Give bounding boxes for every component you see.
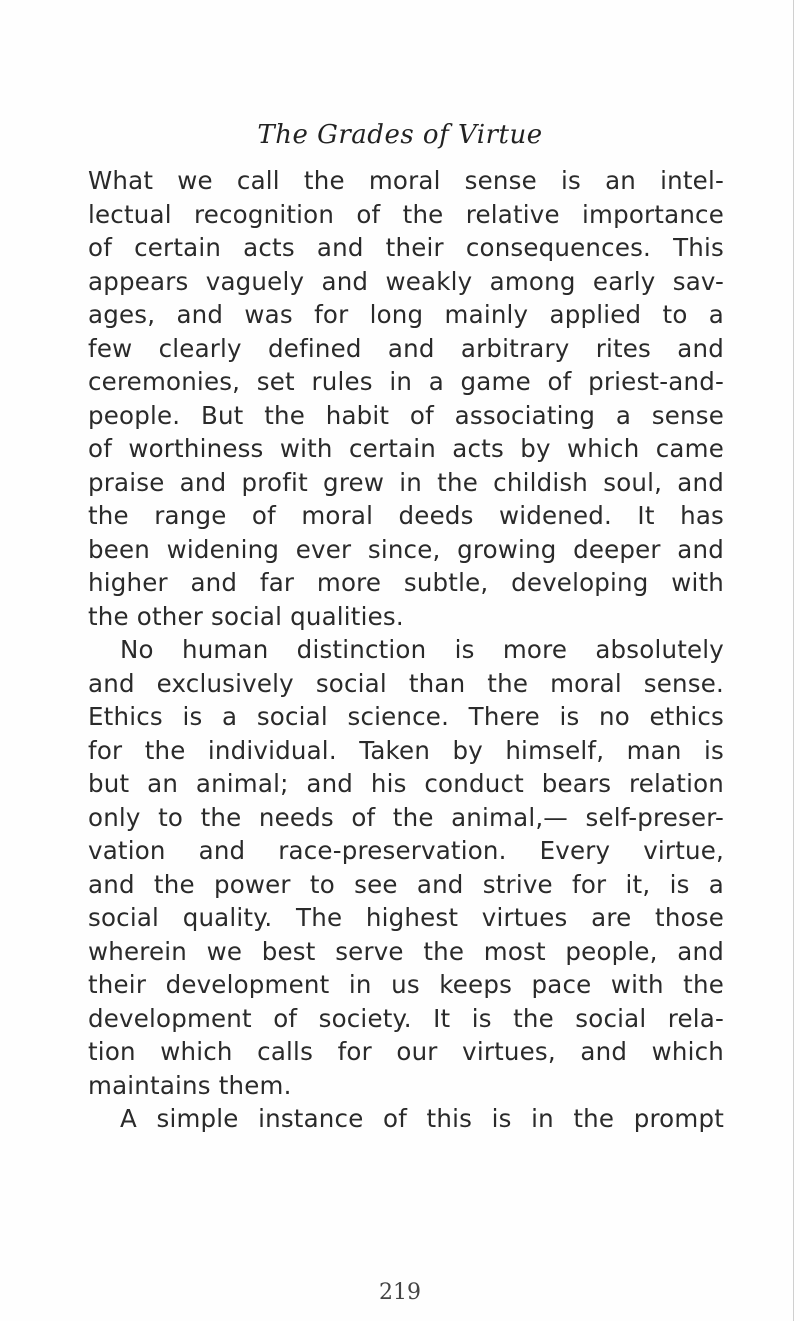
body-text	[88, 164, 724, 1136]
text-line: and the power to see and strive for it, is a	[88, 869, 724, 899]
text-line: wherein we best serve the most people, and	[88, 936, 724, 966]
text-line: social quality. The highest virtues are those	[88, 903, 724, 932]
text-line: the range of moral deeds widened. It has	[88, 501, 724, 530]
text-line: Ethics is a social science. There is no ethics	[88, 702, 724, 731]
text-line: of certain acts and their consequences. This	[88, 233, 724, 262]
text-line: lectual recognition of the relative importance	[88, 199, 724, 229]
text-line: ceremonies, set rules in a game of priest-and-	[88, 367, 724, 396]
text-line: the other social qualities.	[88, 601, 404, 631]
text-line: praise and profit grew in the childish soul, and	[88, 467, 724, 497]
running-title: The Grades of Virtue	[257, 120, 543, 150]
page-edge	[793, 0, 794, 1321]
text-line: development of society. It is the social rela-	[88, 1003, 724, 1033]
text-line: appears vaguely and weakly among early sav-	[88, 266, 724, 296]
text-line: higher and far more subtle, developing with	[88, 568, 724, 597]
text-line: and exclusively social than the moral sense.	[88, 668, 724, 698]
text-line: No human distinction is more absolutely	[120, 635, 724, 664]
text-line: What we call the moral sense is an intel-	[88, 166, 724, 195]
text-line: tion which calls for our virtues, and which	[88, 1037, 724, 1066]
text-line: of worthiness with certain acts by which came	[88, 434, 724, 463]
text-line: vation and race-preservation. Every virtue,	[88, 836, 724, 865]
text-line: been widening ever since, growing deeper and	[88, 534, 724, 564]
text-line: few clearly defined and arbitrary rites and	[88, 333, 724, 363]
text-line: maintains them.	[88, 1070, 292, 1100]
text-line: for the individual. Taken by himself, man is	[88, 735, 724, 765]
text-line: their development in us keeps pace with the	[88, 970, 724, 999]
text-line: A simple instance of this is in the prompt	[120, 1104, 724, 1133]
page-number: 219	[379, 1280, 421, 1305]
text-line: people. But the habit of associating a sense	[88, 400, 724, 430]
text-line: only to the needs of the animal,— self-preser-	[88, 802, 724, 832]
text-line: ages, and was for long mainly applied to a	[88, 300, 724, 329]
text-line: but an animal; and his conduct bears relation	[88, 769, 724, 798]
